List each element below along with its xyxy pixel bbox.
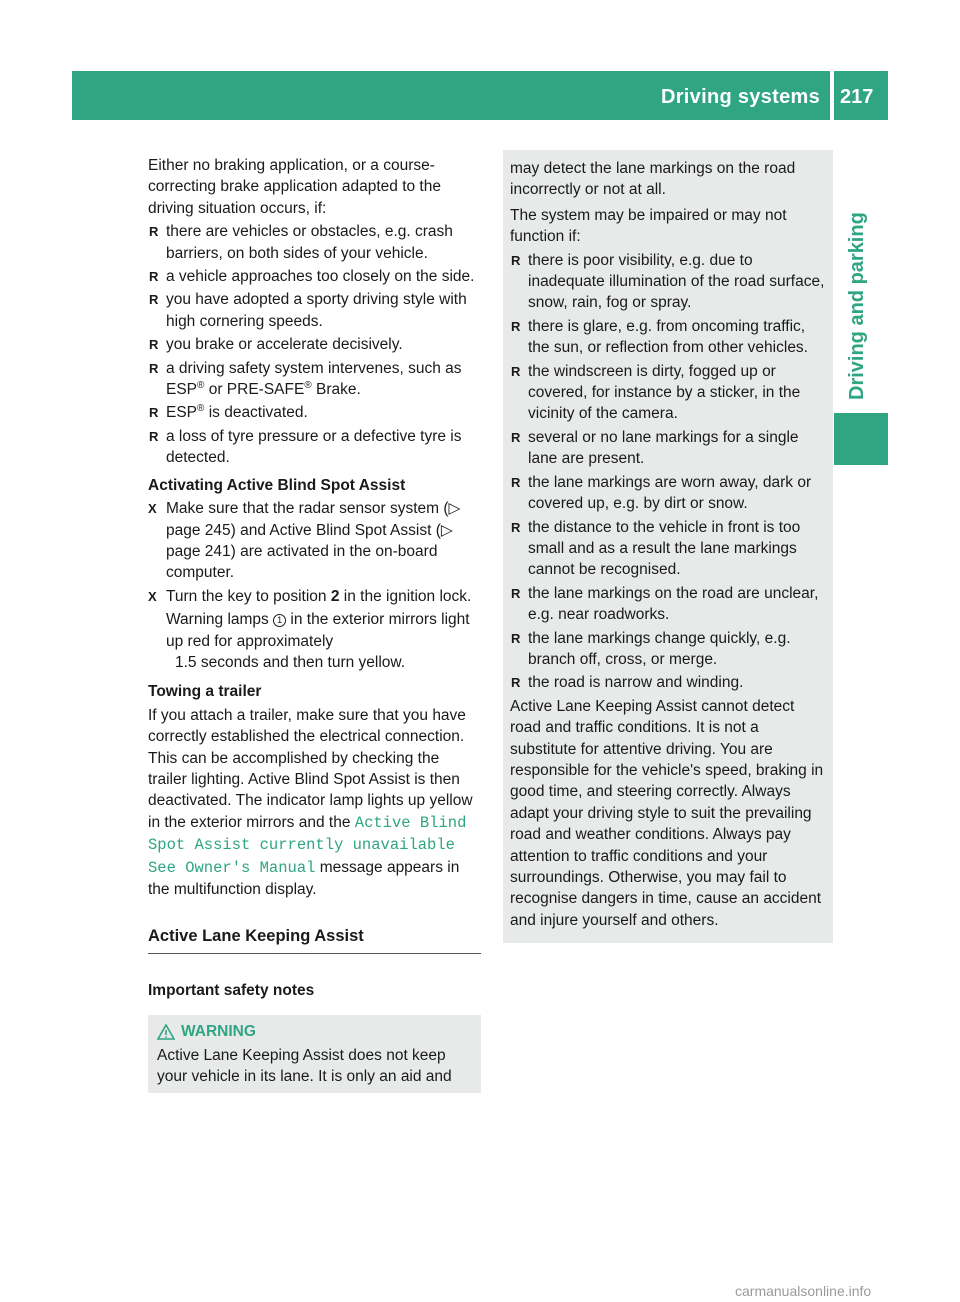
impaired-paragraph: The system may be impaired or may not function if:	[510, 206, 787, 246]
instruction-step: X Make sure that the radar sensor system (▷ page 245) and Active Blind Spot Assist (▷ page 241) are activated in the on-board computer.	[148, 500, 461, 582]
list-item-esp-deactivated: R ESP® is deactivated.	[148, 402, 481, 423]
lane-keeping-heading: Active Lane Keeping Assist	[148, 926, 481, 953]
list-item: R there is glare, e.g. from oncoming traffic, the sun, or reflection from other vehicles.	[510, 316, 827, 359]
list-item: R the road is narrow and winding.	[510, 672, 827, 693]
list-item: R the distance to the vehicle in front is too small and as a result the lane markings cannot be recognised.	[510, 517, 827, 581]
safety-notes-heading: Important safety notes	[148, 981, 315, 999]
list-item: R you have adopted a sporty driving style with high cornering speeds.	[148, 289, 481, 332]
list-item: R there is poor visibility, e.g. due to inadequate illumination of the road surface, snow, rain, fog or spray.	[510, 250, 827, 314]
page-number: 217	[840, 86, 874, 108]
chapter-side-label: Driving and parking	[846, 212, 868, 400]
step-result: Warning lamps 1 in the exterior mirrors light up red for approximately	[166, 611, 470, 650]
list-item: R the lane markings change quickly, e.g. branch off, cross, or merge.	[510, 628, 827, 671]
step-result-cont: 1.5 seconds and then turn yellow.	[175, 653, 406, 671]
list-item: R a vehicle approaches too closely on the side.	[148, 266, 481, 287]
chapter-marker	[834, 413, 888, 465]
registered-mark: ®	[304, 379, 312, 391]
right-column-warning-continuation	[503, 150, 833, 943]
step-arrow-icon: X	[148, 501, 157, 517]
list-item: R the lane markings on the road are unclear, e.g. near roadworks.	[510, 583, 827, 626]
registered-mark: ®	[197, 379, 205, 391]
closing-paragraph: Active Lane Keeping Assist cannot detect road and traffic conditions. It is not a substitute for attentive driving. You are responsible for the vehicle's speed, braking in good time, and steering correctly. Always adapt your driving style to suit the prevailing road and weather conditions. Always pay attention to traffic conditions and your surroundings. Otherwise, you may fail to recognise dangers in time, cause an accident and injure yourself and others.	[510, 697, 824, 929]
towing-paragraph: If you attach a trailer, make sure that you have correctly established the electrical connection. This can be accomplished by checking the trailer lighting. Active Blind Spot Assist is then deactivated. The indicator lamp lights up yellow in the exterior mirrors and the Active Blind Spot Assist currently unavailable See Owner's Manual message appears in the multifunction display.	[148, 706, 473, 898]
display-message: Active Blind Spot Assist currently unavailable See Owner's Manual	[148, 813, 467, 877]
warning-box	[148, 1015, 481, 1093]
list-item: R there are vehicles or obstacles, e.g. crash barriers, on both sides of your vehicle.	[148, 221, 481, 264]
callout-number-icon: 1	[273, 614, 286, 627]
warning-title: WARNING	[157, 1021, 472, 1042]
watermark: carmanualsonline.info	[735, 1283, 872, 1299]
towing-heading: Towing a trailer	[148, 683, 262, 701]
step-arrow-icon: X	[148, 588, 157, 604]
list-item: R the windscreen is dirty, fogged up or covered, for instance by a sticker, in the vicinity of the camera.	[510, 361, 827, 425]
warning-text: Active Lane Keeping Assist does not keep your vehicle in its lane. It is only an aid and	[157, 1046, 452, 1086]
section-title: Driving systems	[660, 86, 820, 108]
list-item: R a loss of tyre pressure or a defective tyre is detected.	[148, 426, 481, 469]
intro-paragraph: Either no braking application, or a course-correcting brake application adapted to the driving situation occurs, if:	[148, 157, 441, 217]
activating-heading: Activating Active Blind Spot Assist	[148, 476, 406, 494]
list-item: R several or no lane markings for a single lane are present.	[510, 427, 827, 470]
list-item: R the lane markings are worn away, dark or covered up, e.g. by dirt or snow.	[510, 472, 827, 515]
list-item-esp: R a driving safety system intervenes, such as ESP® or PRE-SAFE® Brake.	[148, 358, 481, 401]
left-column	[148, 155, 481, 1093]
warning-triangle-icon	[157, 1024, 175, 1040]
registered-mark: ®	[197, 403, 205, 415]
warning-continuation: may detect the lane markings on the road incorrectly or not at all.	[510, 160, 796, 199]
instruction-step: X Turn the key to position 2 in the ignition lock.	[148, 586, 481, 607]
list-item: R you brake or accelerate decisively.	[148, 334, 481, 355]
